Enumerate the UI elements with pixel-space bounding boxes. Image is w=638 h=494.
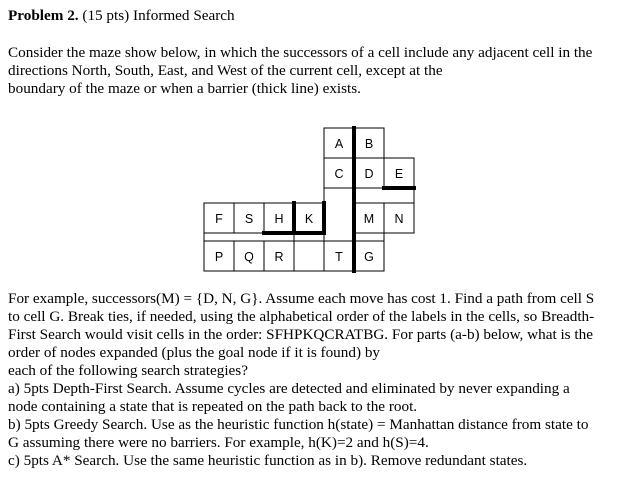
problem-number: Problem 2. xyxy=(8,7,79,24)
maze-label-m: M xyxy=(363,212,375,226)
maze-label-d: D xyxy=(364,167,374,181)
body-line-3: First Search would visit cells in the order: SFHPKQCRATBG. For parts (a-b) below, what is the xyxy=(8,326,593,343)
maze-label-t: T xyxy=(335,250,343,264)
body-line-8: b) 5pts Greedy Search. Use as the heuristic function h(state) = Manhattan distance from state to xyxy=(8,416,589,433)
maze-label-a: A xyxy=(334,137,344,151)
maze-label-b: B xyxy=(364,137,374,151)
body-line-4: order of nodes expanded (plus the goal node if it is found) by xyxy=(8,344,381,361)
problem-subtitle: (15 pts) Informed Search xyxy=(82,7,235,24)
maze-label-q: Q xyxy=(244,250,254,264)
body-line-2: to cell G. Break ties, if needed, using the alphabetical order of the labels in the cells, so Breadth- xyxy=(8,308,595,325)
body-line-1: For example, successors(M) = {D, N, G}. Assume each move has cost 1. Find a path from cell S xyxy=(8,290,595,307)
intro-line-2: directions North, South, East, and West of the current cell, except at the xyxy=(8,62,443,79)
intro-line-3: boundary of the maze or when a barrier (thick line) exists. xyxy=(8,80,361,97)
maze-label-g: G xyxy=(364,250,374,264)
maze-label-r: R xyxy=(274,250,284,264)
maze-label-h: H xyxy=(274,212,284,226)
maze-label-e: E xyxy=(394,167,404,181)
body-line-5: each of the following search strategies? xyxy=(8,362,248,379)
maze-label-c: C xyxy=(334,167,344,181)
body-line-9: G assuming there were no barriers. For example, h(K)=2 and h(S)=4. xyxy=(8,434,429,451)
maze-label-f: F xyxy=(215,212,223,226)
maze-label-n: N xyxy=(394,212,404,226)
body-line-7: node containing a state that is repeated on the path back to the root. xyxy=(8,398,418,415)
intro-line-1: Consider the maze show below, in which the successors of a cell include any adjacent cell in the xyxy=(8,44,593,61)
body-line-6: a) 5pts Depth-First Search. Assume cycles are detected and eliminated by never expanding a xyxy=(8,380,570,397)
maze-label-k: K xyxy=(304,212,314,226)
maze-label-p: P xyxy=(214,250,224,264)
body-line-10: c) 5pts A* Search. Use the same heuristic function as in b). Remove redundant states. xyxy=(8,452,528,469)
maze-label-s: S xyxy=(244,212,254,226)
